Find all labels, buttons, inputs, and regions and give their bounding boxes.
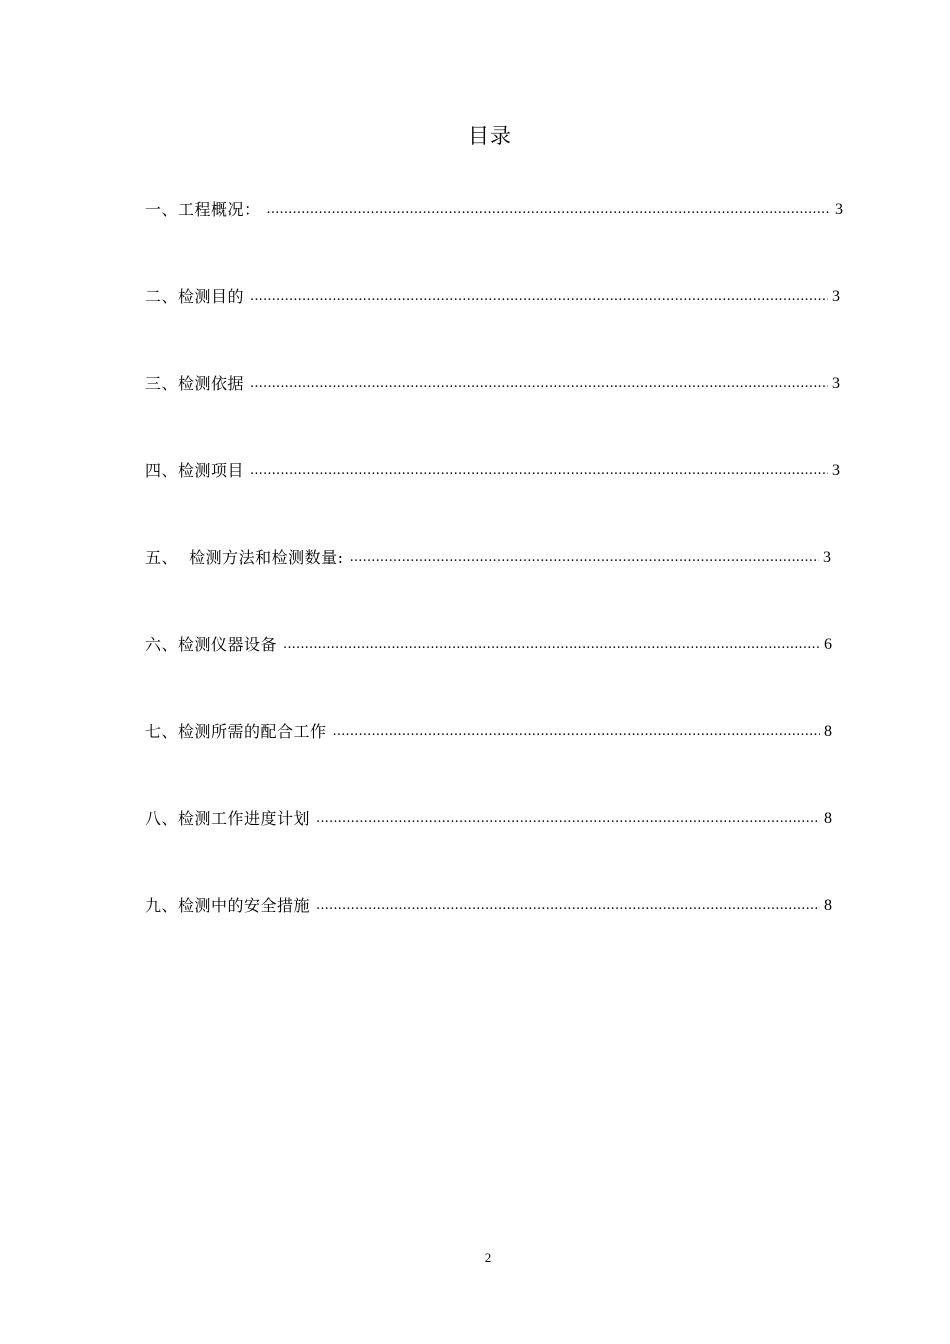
toc-entry[interactable]: [145, 283, 840, 307]
toc-entry-label: 九、检测中的安全措施: [145, 896, 311, 915]
toc-entry-page: 8: [824, 810, 832, 827]
toc-entry-label: 二、检测目的: [145, 287, 245, 306]
dot-leader: [333, 722, 820, 742]
toc-entry[interactable]: [145, 196, 843, 220]
toc-entry[interactable]: [145, 892, 832, 916]
toc-entry-label: 一、工程概况：: [145, 200, 261, 219]
toc-title: 目录: [468, 124, 512, 148]
toc-entry-page: 8: [824, 723, 832, 740]
toc-entry-page: 3: [823, 549, 831, 566]
toc-entry[interactable]: [145, 631, 832, 655]
dot-leader: [316, 809, 820, 829]
toc-entry[interactable]: [145, 718, 832, 742]
dot-leader: [283, 635, 820, 655]
toc-entry[interactable]: [145, 805, 832, 829]
toc-entry-page: 8: [824, 897, 832, 914]
toc-entry-page: 3: [832, 288, 840, 305]
toc-entry-label: 五、 检测方法和检测数量:: [145, 548, 344, 567]
toc-entry-page: 3: [832, 462, 840, 479]
toc-entry-page: 3: [832, 375, 840, 392]
toc-entry-label: 八、检测工作进度计划: [145, 809, 311, 828]
toc-entry-label: 六、检测仪器设备: [145, 635, 278, 654]
dot-leader: [267, 200, 831, 220]
dot-leader: [250, 287, 828, 307]
toc-entry-page: 6: [824, 636, 832, 653]
dot-leader: [350, 548, 819, 568]
toc-entry[interactable]: [145, 544, 831, 568]
toc-entry[interactable]: [145, 370, 840, 394]
toc-entry[interactable]: [145, 457, 840, 481]
toc-entry-label: 三、检测依据: [145, 374, 245, 393]
dot-leader: [316, 896, 820, 916]
toc-entry-label: 四、检测项目: [145, 461, 245, 480]
toc-entry-page: 3: [835, 201, 843, 218]
dot-leader: [250, 461, 828, 481]
toc-entry-label: 七、检测所需的配合工作: [145, 722, 327, 741]
page-number: 2: [484, 1250, 492, 1265]
dot-leader: [250, 374, 828, 394]
